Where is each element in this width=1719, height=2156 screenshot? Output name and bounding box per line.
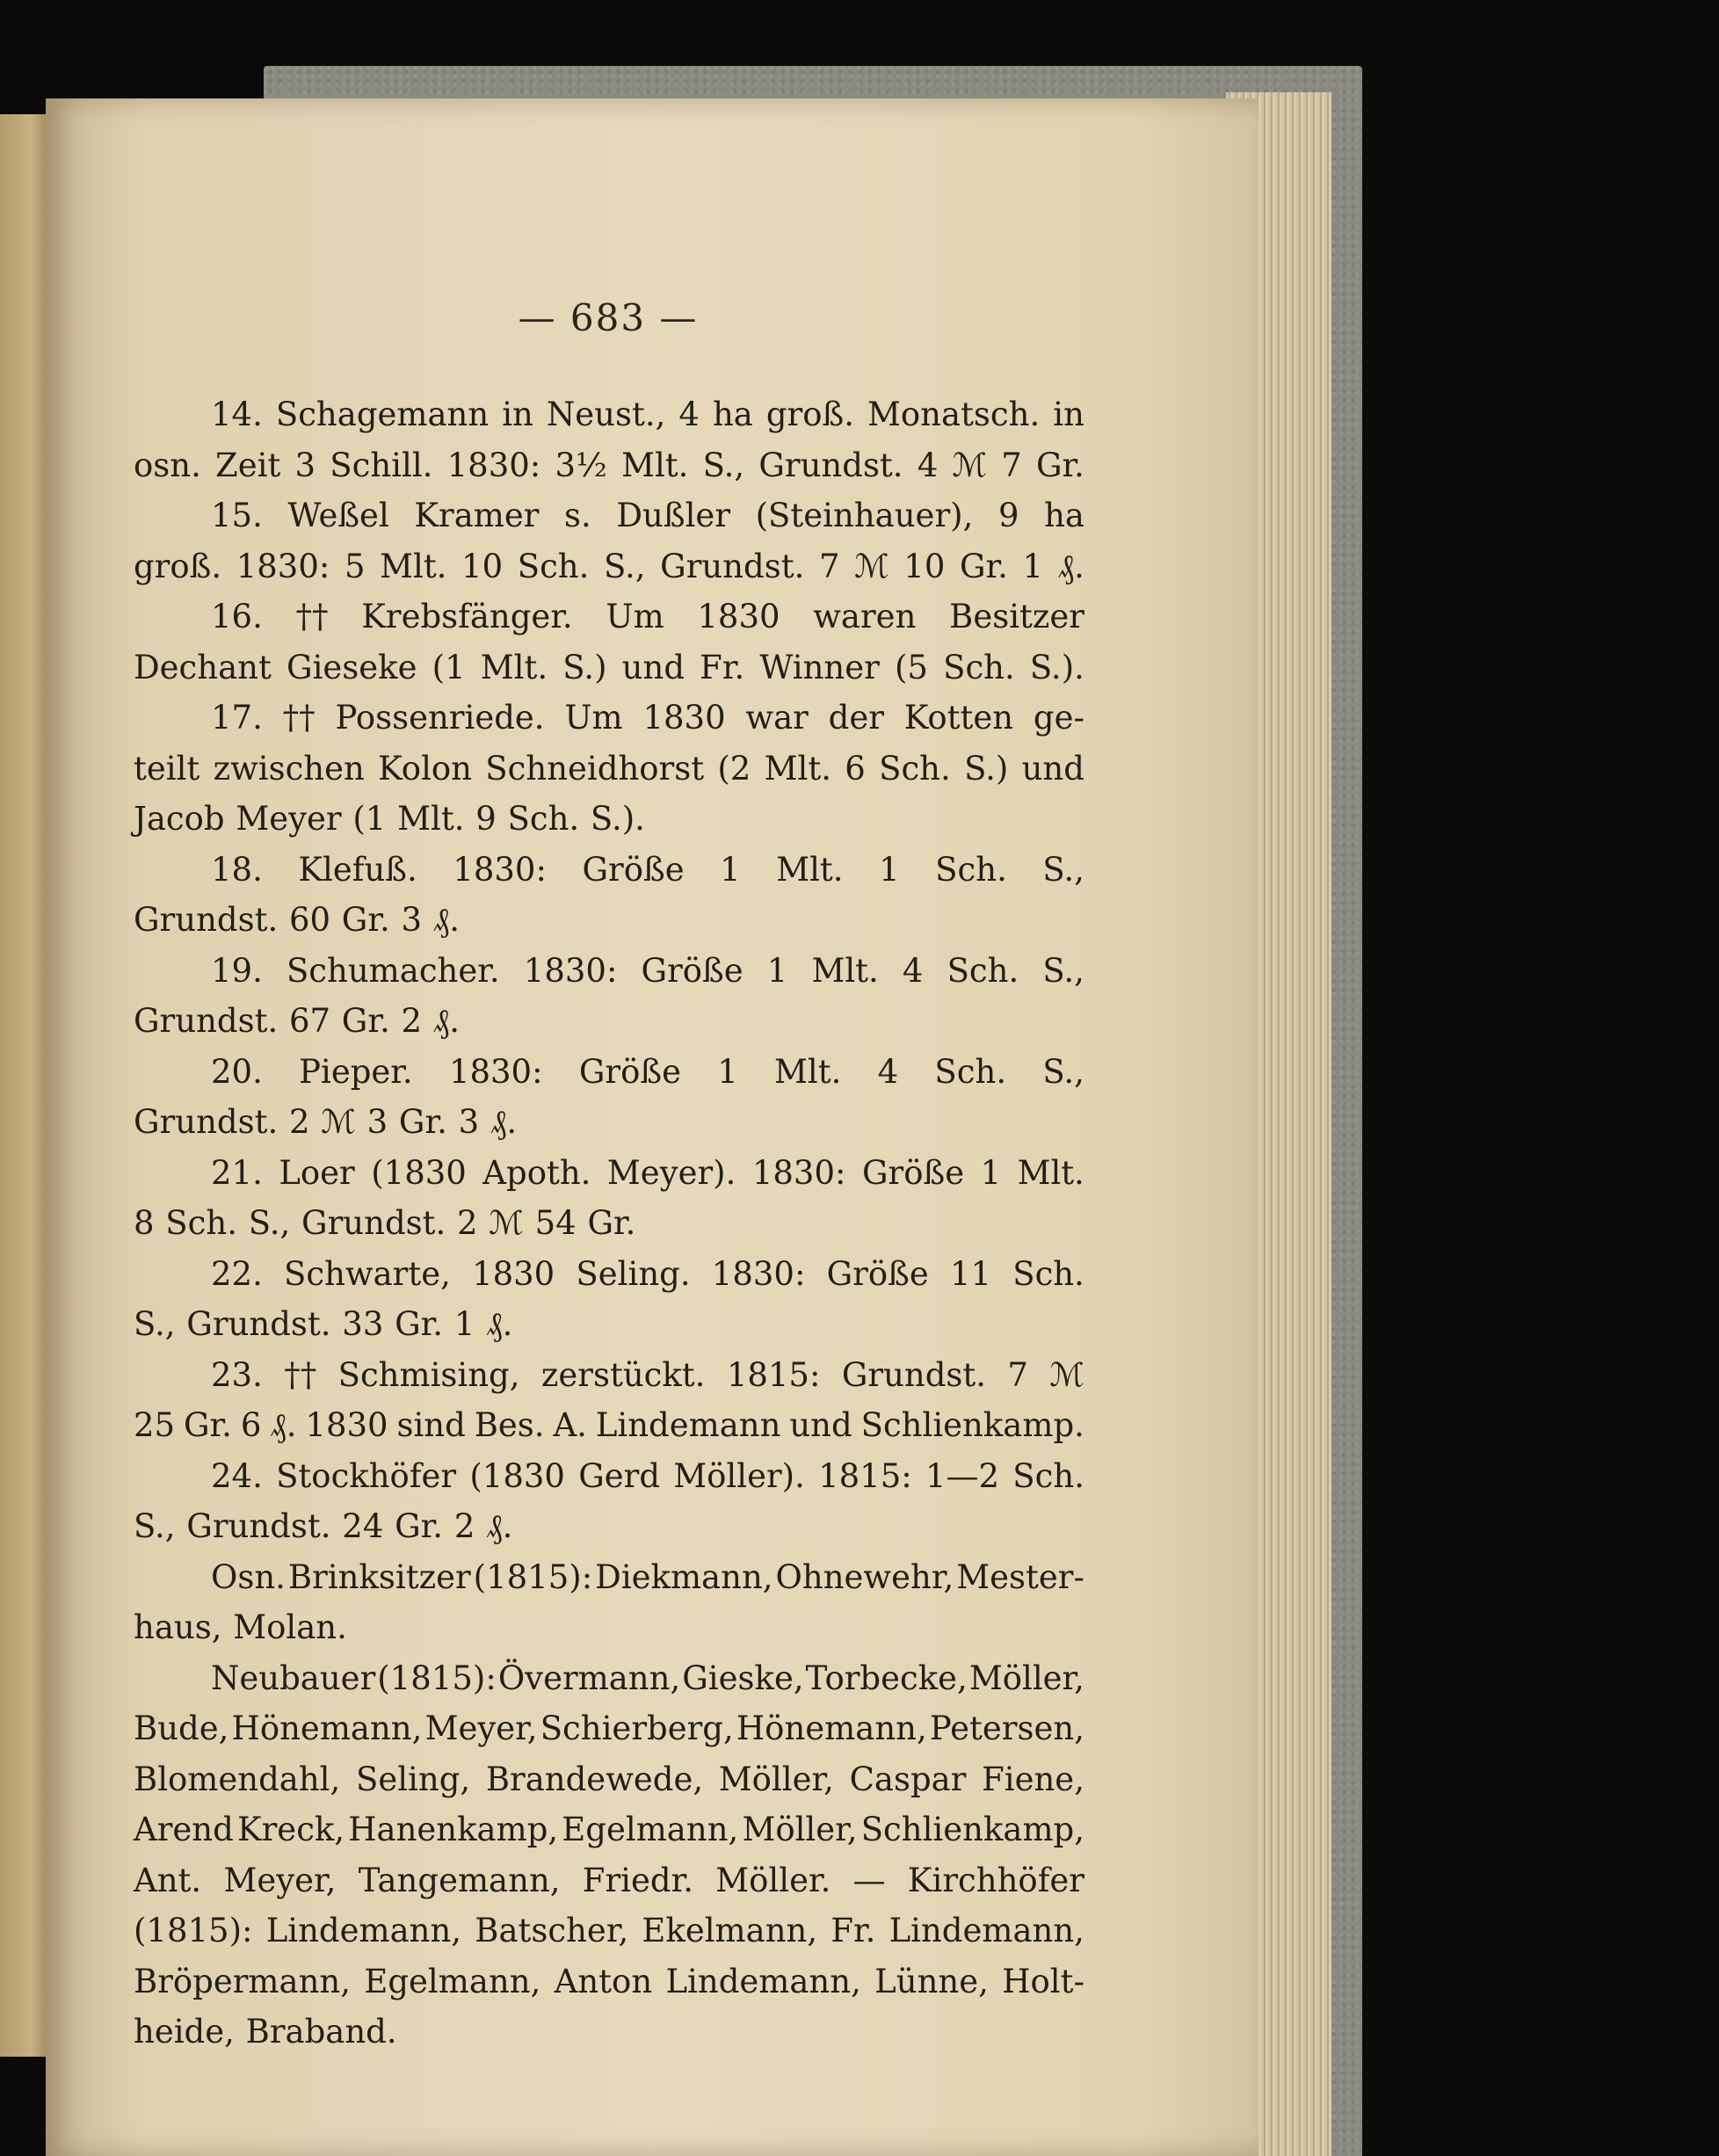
word: Gr. [1036,446,1084,484]
text-line [134,952,1084,1003]
word: Um [606,598,664,635]
word: 3½ [555,446,607,484]
book-page [46,98,1258,2156]
word: †† [284,1355,317,1394]
word: 3 [294,446,316,484]
word: Möller, [742,1811,858,1848]
word: 1830 [642,699,726,737]
word: groß. [134,547,222,585]
word: osn. [134,446,201,484]
word: Meyer). [606,1153,736,1192]
text-line [134,1507,1084,1558]
word: Mlt. [621,446,689,484]
word: Schlienkamp. [860,1406,1084,1444]
word: Möller, [718,1760,834,1798]
word: ₰. [270,1406,297,1444]
text-line-content: S., Grundst. 33 Gr. 1 ₰. [134,1305,513,1343]
word: Diekmann, [595,1557,773,1596]
word: Größe [582,850,685,889]
text-line [134,1862,1084,1913]
word: Sch. [934,1052,1007,1091]
word: Egelmann, [562,1811,739,1848]
word: 15. [211,497,263,534]
word: Dußler [616,497,731,534]
word: 1830 [697,598,780,635]
word: Dechant [134,648,272,686]
text-line [134,1406,1084,1457]
word: Arend [134,1811,234,1848]
text-line [134,1963,1084,2014]
word: Hönemann, [231,1710,423,1747]
word: Neust., [546,396,666,433]
word: 1 [720,850,741,889]
text-line [134,1002,1084,1053]
word: S.) [562,648,607,686]
text-line [134,750,1084,801]
word: ℳ [952,446,988,484]
word: und [621,648,685,686]
word: Größe [861,1153,965,1192]
word: war [745,699,809,737]
word: und [789,1406,852,1444]
text-line [134,1103,1084,1154]
word: Osn. [211,1557,286,1596]
text-line [134,699,1084,750]
text-line [134,1154,1084,1205]
word: 1—2 [925,1456,1000,1495]
word: Lindemann, [265,1912,462,1949]
word: Um [564,699,623,737]
word: Holt- [1002,1962,1084,2000]
word: 11 [949,1254,992,1293]
word: Kolon [378,749,473,788]
word: Gieske, [682,1659,804,1697]
word: ha [1044,497,1084,534]
word: 4 [877,1052,899,1091]
word: 25 [134,1406,176,1444]
text-line [134,1608,1084,1659]
text-line [134,1659,1084,1710]
word: S., [604,547,646,585]
word: — [852,1861,886,1899]
word: Övermann, [497,1659,681,1697]
word: Schmising, [337,1355,520,1394]
word: sind [396,1406,466,1444]
word: †† [282,699,316,737]
word: 1 [980,1153,1002,1192]
text-line [134,497,1084,548]
word: 9 [997,497,1019,534]
word: ha [712,396,753,433]
word: Apoth. [482,1153,591,1192]
word: Fr. [700,648,745,686]
word: Möller, [968,1659,1084,1697]
word: 1 [1022,547,1044,585]
word: Gr. [183,1406,232,1444]
word: 17. [211,699,263,737]
word: groß. [765,396,854,433]
text-line [134,598,1084,649]
word: S., [1042,850,1084,889]
word: (1 [432,648,466,686]
word: in [1053,396,1084,433]
text-line [134,1255,1084,1306]
word: Schill. [330,446,433,484]
word: Egelmann, [364,1962,541,2000]
word: 23. [211,1355,263,1394]
word: Seling, [355,1760,471,1798]
word: Bude, [134,1710,229,1747]
word: Möller. [715,1861,831,1899]
text-line-content: Grundst. 60 Gr. 3 ₰. [134,901,461,939]
word: Mlt. [764,749,831,788]
word: (1830 [469,1456,565,1495]
word: (1830 [371,1153,467,1192]
word: S., [1042,1052,1084,1091]
word: Kotten [903,699,1014,737]
word: Schagemann [275,396,490,433]
word: Besitzer [949,598,1084,635]
word: Caspar [849,1760,967,1798]
word: Winner [759,648,880,686]
word: Loer [279,1153,355,1192]
word: Stockhöfer [276,1456,457,1495]
word: Bes. [474,1406,545,1444]
text-line [134,1558,1084,1609]
word: Mlt. [380,547,447,585]
word: 1830: [446,446,541,484]
word: Hönemann, [736,1710,927,1747]
word: 1 [766,951,788,990]
word: Gerd [578,1456,661,1495]
word: 1815: [818,1456,912,1495]
word: Brinksitzer [287,1557,471,1596]
word: Blomendahl, [134,1760,341,1798]
word: Grundst. [660,547,805,585]
word: 1830: [453,850,547,889]
text-line [134,1053,1084,1104]
word: Schierberg, [540,1710,734,1747]
word: (1815): [473,1557,593,1596]
word: Schwarte, [284,1254,451,1293]
word: (5 [894,648,928,686]
word: 4 [678,396,700,433]
word: Mlt. [811,951,879,990]
word: Kramer [414,497,540,534]
word: 1830: [711,1254,806,1293]
word: 14. [211,396,263,433]
word: ℳ [854,547,889,585]
word: Mlt. [1017,1153,1084,1192]
word: Grundst. [841,1355,987,1394]
text-line-content: heide, Braband. [134,2013,397,2051]
word: 1815: [726,1355,821,1394]
word: Lindemann, [889,1912,1084,1949]
word: Größe [641,951,743,990]
word: Sch. [935,850,1007,889]
word: 10 [903,547,946,585]
page-text-block [134,396,1084,2064]
word: Hanenkamp, [348,1811,559,1848]
facing-page-edge [0,114,51,2057]
text-line [134,800,1084,851]
word: 18. [211,850,263,889]
text-line [134,851,1084,902]
word: Fr. [830,1912,876,1949]
word: Sch. [1012,1254,1084,1293]
word: 22. [211,1254,263,1293]
text-line-content: Grundst. 67 Gr. 2 ₰. [134,1002,461,1040]
word: Klefuß. [298,850,417,889]
word: Grundst. [758,446,903,484]
word: Seling. [576,1254,691,1293]
word: Tangemann, [358,1861,561,1899]
word: Sch. [947,951,1019,990]
word: Torbecke, [805,1659,968,1697]
text-line [134,2013,1084,2064]
word: waren [813,598,917,635]
word: Petersen, [929,1710,1084,1747]
word: ₰. [1057,547,1084,585]
word: Bröpermann, [134,1962,351,2000]
word: Fiene, [982,1760,1084,1798]
text-line [134,1912,1084,1963]
word: 1830: [523,951,618,990]
word: 21. [211,1153,263,1192]
word: S., [1042,951,1084,990]
text-line-content: 8 Sch. S., Grundst. 2 ℳ 54 Gr. [134,1204,636,1242]
word: Krebsfänger. [361,598,573,635]
word: Zeit [215,446,281,484]
word: teilt [134,749,200,788]
word: †† [295,598,329,635]
text-line [134,548,1084,599]
word: 10 [461,547,504,585]
word: Schumacher. [286,951,500,990]
word: Größe [826,1254,929,1293]
word: (1815): [134,1912,253,1949]
word: 1830: [236,547,330,585]
word: 19. [211,951,263,990]
text-line [134,1811,1084,1862]
word: (Steinhauer), [755,497,974,534]
word: Ohnewehr, [775,1557,954,1596]
word: 1830: [448,1052,543,1091]
word: Mester- [956,1557,1084,1596]
word: Schneidhorst [485,749,705,788]
word: Possenriede. [335,699,545,737]
word: 7 [1007,1355,1028,1394]
text-line [134,1305,1084,1356]
word: Sch. [879,749,951,788]
word: 20. [211,1052,263,1091]
word: 5 [344,547,366,585]
word: Brandewede, [485,1760,704,1798]
word: 1 [879,850,900,889]
text-line-content: Jacob Meyer (1 Mlt. 9 Sch. S.). [134,800,645,838]
word: der [828,699,884,737]
word: 1830: [751,1153,846,1192]
word: 1 [717,1052,738,1091]
text-line [134,1204,1084,1255]
word: Lünne, [874,1962,989,2000]
word: s. [564,497,591,534]
page-number: — 683 — [518,296,699,339]
word: Lindemann, [665,1962,861,2000]
word: Lindemann [595,1406,781,1444]
word: Monatsch. [867,396,1041,433]
word: A. [553,1406,587,1444]
text-line [134,649,1084,700]
word: zerstückt. [540,1355,706,1394]
word: Möller). [673,1456,805,1495]
word: S., [702,446,745,484]
word: Friedr. [582,1861,693,1899]
text-line [134,396,1084,446]
word: Neubauer [211,1659,376,1697]
word: Kreck, [236,1811,345,1848]
text-line-content: haus, Molan. [134,1608,347,1646]
word: Gieseke [286,648,417,686]
word: Weßel [287,497,389,534]
word: Anton [554,1962,653,2000]
word: 16. [211,598,263,635]
text-line [134,446,1084,497]
word: Mlt. [774,1052,842,1091]
text-line-content: Grundst. 2 ℳ 3 Gr. 3 ₰. [134,1103,518,1141]
word: 6 [240,1406,262,1444]
text-line [134,1760,1084,1811]
word: 24. [211,1456,263,1495]
word: zwischen [213,749,365,788]
word: in [502,396,533,433]
word: Pieper. [299,1052,413,1091]
word: Batscher, [475,1912,629,1949]
word: S.). [1029,648,1084,686]
word: und [1021,749,1084,788]
word: 1830 [472,1254,555,1293]
word: Mlt. [776,850,844,889]
text-line [134,1356,1084,1407]
word: (2 [717,749,751,788]
word: 4 [902,951,924,990]
word: ℳ [1049,1355,1084,1394]
word: S.) [964,749,1009,788]
word: Meyer, [424,1710,538,1747]
text-line-content: S., Grundst. 24 Gr. 2 ₰. [134,1507,513,1545]
word: ge- [1033,699,1084,737]
word: Größe [578,1052,681,1091]
word: 6 [845,749,866,788]
word: Mlt. [480,648,548,686]
text-line [134,1710,1084,1760]
word: Gr. [959,547,1008,585]
text-line [134,1457,1084,1508]
word: Schlienkamp, [860,1811,1084,1848]
word: (1815): [377,1659,497,1697]
word: Kirchhöfer [907,1861,1084,1899]
word: 7 [818,547,840,585]
word: 4 [917,446,939,484]
word: 1830 [305,1406,388,1444]
word: Sch. [943,648,1015,686]
word: 7 [1001,446,1022,484]
word: Ekelmann, [642,1912,818,1949]
word: Sch. [517,547,590,585]
word: Meyer, [223,1861,337,1899]
text-line [134,901,1084,952]
word: Ant. [134,1861,202,1899]
word: Sch. [1012,1456,1084,1495]
